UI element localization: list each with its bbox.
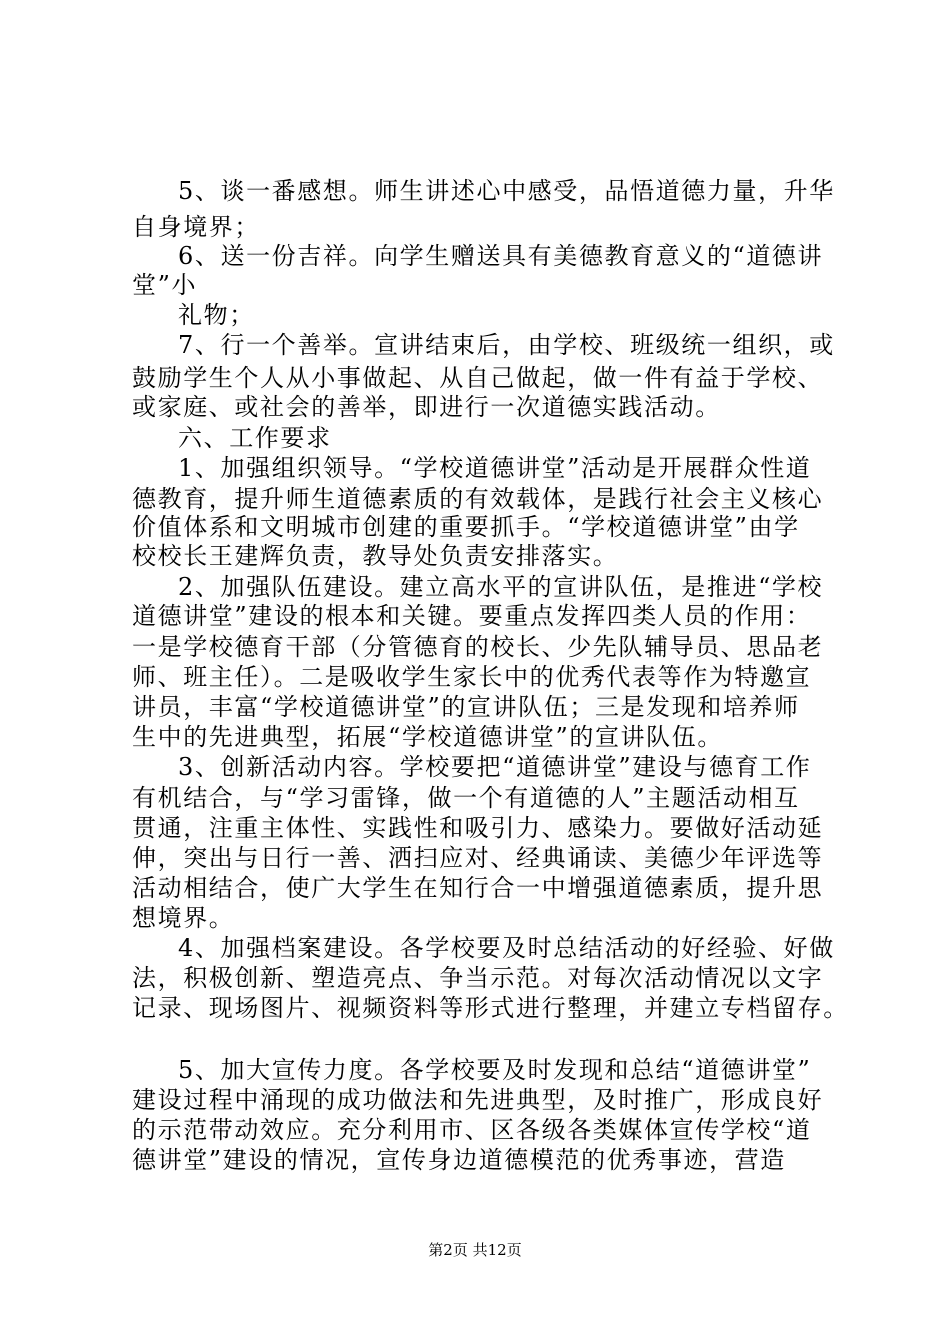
text-line: 价值体系和文明城市创建的重要抓手。“学校道德讲堂”由学	[132, 513, 800, 541]
text-line: 生中的先进典型，拓展“学校道德讲堂”的宣讲队伍。	[132, 723, 723, 751]
text-line: 1、加强组织领导。“学校道德讲堂”活动是开展群众性道	[178, 454, 812, 482]
text-line: 德教育，提升师生道德素质的有效载体，是践行社会主义核心	[132, 485, 824, 513]
text-line: 一是学校德育干部（分管德育的校长、少先队辅导员、思品老	[132, 633, 824, 661]
section-heading: 六、工作要求	[178, 424, 332, 452]
text-line: 5、谈一番感想。师生讲述心中感受，品悟道德力量，升华	[178, 177, 835, 205]
text-line: 4、加强档案建设。各学校要及时总结活动的好经验、好做	[178, 934, 835, 962]
text-line: 道德讲堂”建设的根本和关键。要重点发挥四类人员的作用：	[132, 602, 812, 630]
text-line: 法，积极创新、塑造亮点、争当示范。对每次活动情况以文字	[132, 964, 824, 992]
text-line: 3、创新活动内容。学校要把“道德讲堂”建设与德育工作	[178, 753, 812, 781]
text-line: 礼物；	[178, 301, 255, 329]
text-line: 建设过程中涌现的成功做法和先进典型，及时推广，形成良好	[132, 1086, 824, 1114]
text-line: 5、加大宣传力度。各学校要及时发现和总结“道德讲堂”	[178, 1056, 812, 1084]
text-line: 伸，突出与日行一善、洒扫应对、经典诵读、美德少年评选等	[132, 844, 824, 872]
text-line: 贯通，注重主体性、实践性和吸引力、感染力。要做好活动延	[132, 814, 824, 842]
text-line: 或家庭、或社会的善举，即进行一次道德实践活动。	[132, 393, 721, 421]
text-line: 想境界。	[132, 904, 235, 932]
text-line: 活动相结合，使广大学生在知行合一中增强道德素质，提升思	[132, 874, 824, 902]
text-line: 的示范带动效应。充分利用市、区各级各类媒体宣传学校“道	[132, 1116, 812, 1144]
text-line: 讲员，丰富“学校道德讲堂”的宣讲队伍；三是发现和培养师	[132, 693, 800, 721]
text-line: 7、行一个善举。宣讲结束后，由学校、班级统一组织，或	[178, 331, 835, 359]
text-line: 记录、现场图片、视频资料等形式进行整理，并建立专档留存。	[132, 994, 849, 1022]
page-number-footer: 第2页 共12页	[428, 1241, 522, 1259]
text-line: 校校长王建辉负责，教导处负责安排落实。	[132, 542, 619, 570]
text-line: 2、加强队伍建设。建立高水平的宣讲队伍，是推进“学校	[178, 573, 824, 601]
text-line: 鼓励学生个人从小事做起、从自己做起，做一件有益于学校、	[132, 364, 824, 392]
text-line: 有机结合，与“学习雷锋，做一个有道德的人”主题活动相互	[132, 784, 800, 812]
text-line: 堂”小	[132, 271, 198, 299]
text-line: 师、班主任）。二是吸收学生家长中的优秀代表等作为特邀宣	[132, 663, 812, 691]
text-line: 6、送一份吉祥。向学生赠送具有美德教育意义的“道德讲	[178, 242, 824, 270]
text-line: 自身境界；	[132, 213, 260, 241]
text-line: 德讲堂”建设的情况，宣传身边道德模范的优秀事迹，营造	[132, 1146, 786, 1174]
